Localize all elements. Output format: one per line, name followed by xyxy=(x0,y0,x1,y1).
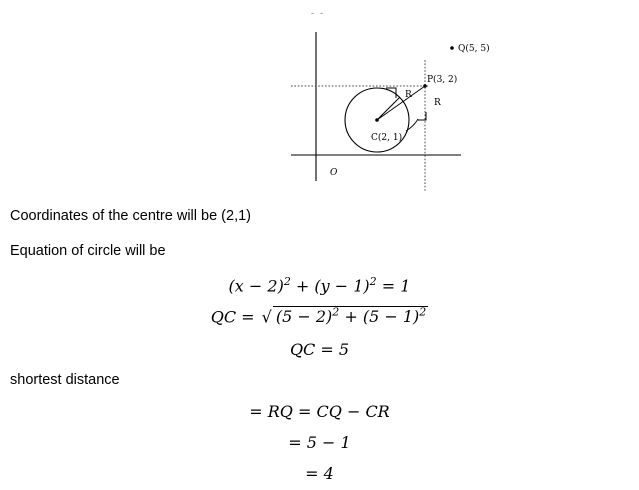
exponent-2: 2 xyxy=(369,275,377,288)
qc-radicand-b: + (5 − 1) xyxy=(339,307,420,327)
circle-equation xyxy=(0,275,639,295)
circle-equation-mid: + (y − 1) xyxy=(290,276,370,296)
exponent-1: 2 xyxy=(283,275,291,288)
label-origin: O xyxy=(330,168,338,178)
top-tick-marks xyxy=(311,9,323,19)
svg-text:-: - xyxy=(311,9,315,19)
q-point-dot xyxy=(450,46,454,50)
qc-label: QC = xyxy=(210,307,260,327)
svg-text:-: - xyxy=(320,9,324,19)
segment-c-to-p xyxy=(377,86,425,120)
label-c: C(2, 1) xyxy=(371,133,403,143)
label-r-lower: R xyxy=(434,98,441,108)
equation-intro-text: Equation of circle will be xyxy=(10,243,166,259)
radius-line-cr xyxy=(377,97,400,120)
rq-equation: = RQ = CQ − CR xyxy=(249,402,390,421)
qc-radicand-a: (5 − 2) xyxy=(275,307,333,327)
qc-distance-formula xyxy=(0,306,639,326)
label-p: P(3, 2) xyxy=(427,75,458,85)
rq-substitution: = 5 − 1 xyxy=(288,433,351,452)
circle-equation-rhs: = 1 xyxy=(376,276,411,296)
qc-value: QC = 5 xyxy=(289,340,350,359)
centre-coordinates-text: Coordinates of the centre will be (2,1) xyxy=(10,208,251,224)
label-q: Q(5, 5) xyxy=(458,44,490,54)
shortest-distance-text: shortest distance xyxy=(10,372,120,388)
square-root-symbol: √ $(5 - 2)^2 + (5 - 1)^2$ xyxy=(261,306,427,327)
geometry-figure xyxy=(0,0,639,200)
exponent-4: 2 xyxy=(419,306,427,319)
circle-equation-lhs: (x − 2) xyxy=(228,276,284,296)
label-r-upper: R xyxy=(405,90,412,100)
exponent-3: 2 xyxy=(332,306,340,319)
rq-result: = 4 xyxy=(305,464,334,483)
